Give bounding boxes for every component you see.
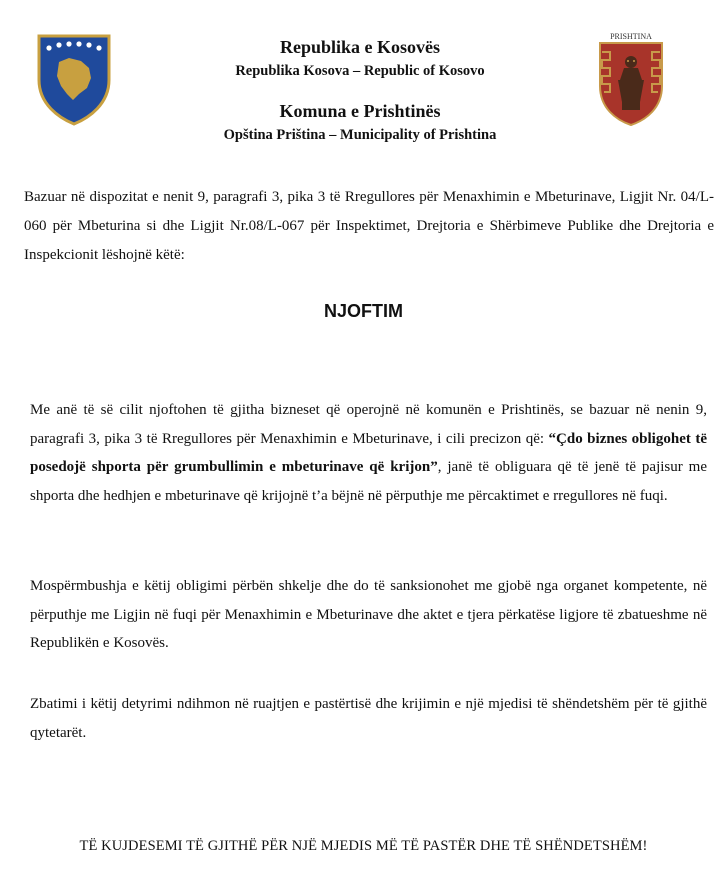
pristina-emblem-label: PRISHTINA: [610, 32, 652, 41]
header-municipality-name: Komuna e Prishtinës: [279, 101, 441, 121]
letterhead: [0, 0, 727, 150]
notice-paragraph-3: Zbatimi i këtij detyrimi ndihmon në ruajtjen e pastërtisë dhe krijimin e një mjedisi të shëndetshëm për të gjithë qytetarët.: [30, 696, 707, 741]
pristina-coat-of-arms-icon: [596, 30, 666, 126]
notice-paragraph-2: Mospërmbushja e këtij obligimi përbën shkelje dhe do të sanksionohet me gjobë nga organet kompetente, në përputhje me Ligjin në fuqi për Menaxhimin e Mbeturinave dhe aktet e tjera përkatëse ligjore të zbatueshme në Republikën e Kosovës.: [30, 578, 707, 651]
notice-paragraph-1: [30, 396, 707, 510]
kosovo-coat-of-arms-icon: [37, 34, 111, 126]
intro-paragraph: Bazuar në dispozitat e nenit 9, paragrafi 3, pika 3 të Rregullores për Menaxhimin e Mbeturinave, Ligjit Nr. 04/L-060 për Mbeturina si dhe Ligjit Nr.08/L-067 për Inspektimet, Drejtoria e Shërbimeve Publike dhe Drejtoria e Inspekcionit lëshojnë këtë:: [24, 189, 714, 263]
header-country-translations: Republika Kosova – Republic of Kosovo: [235, 63, 485, 79]
header-country-name: Republika e Kosovës: [279, 37, 441, 57]
paragraph1-text-end: , janë të obliguara që të jenë të pajisur me shporta dhe hedhjen e mbeturinave që krijojnë t’a bëjnë në përputhje me përcaktimet e rregullores në fuqi.: [30, 459, 707, 504]
paragraph1-text-start: Me anë të së cilit njoftohen të gjitha bizneset që operojnë në komunën e Prishtinës, se bazuar në nenin 9, paragrafi 3, pika 3 të Rregullores për Menaxhimin e Mbeturinave, i cili precizon që:: [30, 402, 707, 447]
header-municipality-translations: Opština Priština – Municipality of Prishtina: [223, 127, 497, 143]
notice-title: NJOFTIM: [324, 301, 403, 321]
closing-slogan: TË KUJDESEMI TË GJITHË PËR NJË MJEDIS MË TË PASTËR DHE TË SHËNDETSHËM!: [79, 838, 648, 854]
paragraph1-bold-quote: “Çdo biznes obligohet të posedojë shporta për grumbullimin e mbeturinave që krijon”: [30, 430, 707, 475]
